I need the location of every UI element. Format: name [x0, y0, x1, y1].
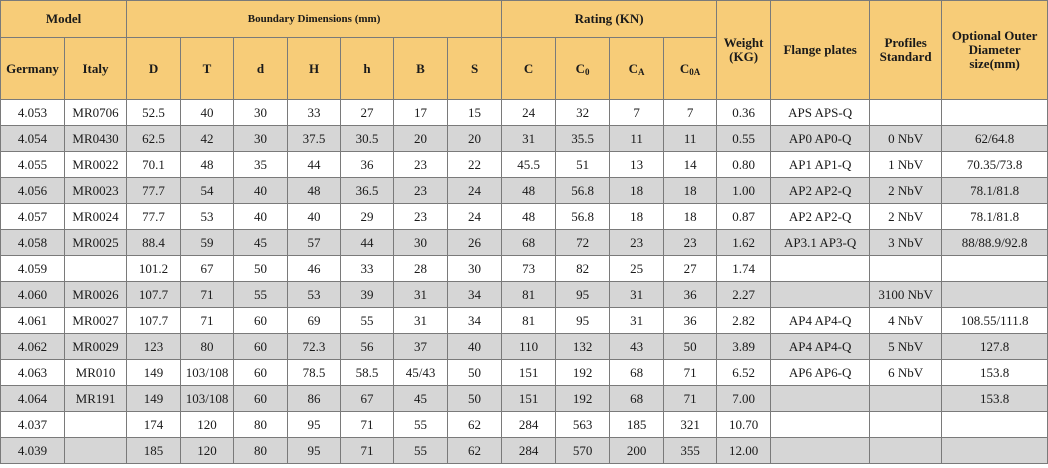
- cell-weight: 12.00: [717, 438, 771, 464]
- cell-optional: [942, 256, 1048, 282]
- cell-germany: 4.064: [1, 386, 65, 412]
- cell-h: 39: [341, 282, 394, 308]
- cell-D: 70.1: [127, 152, 181, 178]
- cell-d: 60: [234, 386, 288, 412]
- col-C-header: C: [502, 38, 556, 100]
- cell-C0: 563: [556, 412, 610, 438]
- cell-S: 24: [448, 178, 502, 204]
- cell-T: 67: [181, 256, 234, 282]
- cell-h: 27: [341, 100, 394, 126]
- cell-h: 29: [341, 204, 394, 230]
- rating-header: Rating (KN): [502, 1, 717, 38]
- cell-germany: 4.059: [1, 256, 65, 282]
- cell-B: 45: [394, 386, 448, 412]
- table-row: [1, 230, 1048, 256]
- cell-S: 15: [448, 100, 502, 126]
- cell-d: 30: [234, 126, 288, 152]
- cell-d: 50: [234, 256, 288, 282]
- cell-d: 30: [234, 100, 288, 126]
- cell-T: 120: [181, 412, 234, 438]
- cell-B: 55: [394, 412, 448, 438]
- subscript: 0A: [689, 66, 701, 77]
- subscript: 0: [585, 66, 590, 77]
- cell-D: 107.7: [127, 308, 181, 334]
- cell-S: 62: [448, 438, 502, 464]
- cell-C0A: 71: [664, 360, 717, 386]
- cell-T: 59: [181, 230, 234, 256]
- cell-B: 30: [394, 230, 448, 256]
- cell-H: 57: [288, 230, 341, 256]
- col-H-header: H: [288, 38, 341, 100]
- cell-C0A: 71: [664, 386, 717, 412]
- cell-D: 77.7: [127, 204, 181, 230]
- cell-weight: 1.00: [717, 178, 771, 204]
- col-C0A-header: $C_{0A}$: [664, 38, 717, 100]
- cell-C0: 95: [556, 282, 610, 308]
- cell-C0A: 27: [664, 256, 717, 282]
- cell-H: 53: [288, 282, 341, 308]
- cell-CA: 25: [610, 256, 664, 282]
- cell-C: 48: [502, 204, 556, 230]
- cell-B: 45/43: [394, 360, 448, 386]
- cell-D: 62.5: [127, 126, 181, 152]
- cell-H: 37.5: [288, 126, 341, 152]
- cell-C0A: 50: [664, 334, 717, 360]
- cell-T: 80: [181, 334, 234, 360]
- cell-D: 123: [127, 334, 181, 360]
- cell-T: 54: [181, 178, 234, 204]
- cell-C: 110: [502, 334, 556, 360]
- cell-H: 95: [288, 412, 341, 438]
- cell-CA: 68: [610, 386, 664, 412]
- cell-C0: 51: [556, 152, 610, 178]
- cell-h: 30.5: [341, 126, 394, 152]
- table-row: [1, 334, 1048, 360]
- cell-D: 88.4: [127, 230, 181, 256]
- cell-C0A: 18: [664, 204, 717, 230]
- cell-weight: 2.27: [717, 282, 771, 308]
- cell-S: 34: [448, 282, 502, 308]
- cell-h: 71: [341, 438, 394, 464]
- cell-optional: 88/88.9/92.8: [942, 230, 1048, 256]
- cell-flange: AP2 AP2-Q: [771, 178, 870, 204]
- cell-C: 151: [502, 360, 556, 386]
- cell-C0A: 18: [664, 178, 717, 204]
- profiles-standard-header: Profiles Standard: [870, 1, 942, 100]
- cell-B: 37: [394, 334, 448, 360]
- cell-CA: 200: [610, 438, 664, 464]
- cell-d: 45: [234, 230, 288, 256]
- cell-h: 55: [341, 308, 394, 334]
- cell-T: 48: [181, 152, 234, 178]
- cell-germany: 4.053: [1, 100, 65, 126]
- cell-C0A: 11: [664, 126, 717, 152]
- cell-C: 151: [502, 386, 556, 412]
- cell-C0A: 14: [664, 152, 717, 178]
- table-row: [1, 204, 1048, 230]
- cell-C0A: 23: [664, 230, 717, 256]
- cell-CA: 43: [610, 334, 664, 360]
- cell-H: 33: [288, 100, 341, 126]
- cell-flange: APS APS-Q: [771, 100, 870, 126]
- cell-optional: [942, 100, 1048, 126]
- cell-germany: 4.058: [1, 230, 65, 256]
- cell-italy: MR0025: [65, 230, 127, 256]
- cell-flange: AP4 AP4-Q: [771, 334, 870, 360]
- cell-flange: AP2 AP2-Q: [771, 204, 870, 230]
- italy-header: Italy: [65, 38, 127, 100]
- cell-S: 26: [448, 230, 502, 256]
- cell-optional: 108.55/111.8: [942, 308, 1048, 334]
- cell-weight: 1.62: [717, 230, 771, 256]
- cell-profiles: 1 NbV: [870, 152, 942, 178]
- cell-weight: 7.00: [717, 386, 771, 412]
- cell-flange: AP1 AP1-Q: [771, 152, 870, 178]
- cell-profiles: [870, 438, 942, 464]
- cell-CA: 185: [610, 412, 664, 438]
- cell-T: 103/108: [181, 386, 234, 412]
- cell-optional: 78.1/81.8: [942, 204, 1048, 230]
- cell-H: 69: [288, 308, 341, 334]
- germany-header: Germany: [1, 38, 65, 100]
- cell-S: 50: [448, 386, 502, 412]
- col-d-header: d: [234, 38, 288, 100]
- cell-italy: MR0023: [65, 178, 127, 204]
- cell-weight: 0.55: [717, 126, 771, 152]
- cell-profiles: 5 NbV: [870, 334, 942, 360]
- cell-h: 36.5: [341, 178, 394, 204]
- cell-CA: 11: [610, 126, 664, 152]
- cell-profiles: [870, 386, 942, 412]
- cell-italy: MR010: [65, 360, 127, 386]
- cell-C: 284: [502, 438, 556, 464]
- cell-d: 60: [234, 334, 288, 360]
- cell-germany: 4.057: [1, 204, 65, 230]
- cell-weight: 1.74: [717, 256, 771, 282]
- cell-flange: AP4 AP4-Q: [771, 308, 870, 334]
- cell-D: 77.7: [127, 178, 181, 204]
- cell-CA: 13: [610, 152, 664, 178]
- cell-C0: 32: [556, 100, 610, 126]
- cell-weight: 2.82: [717, 308, 771, 334]
- cell-flange: AP3.1 AP3-Q: [771, 230, 870, 256]
- cell-CA: 18: [610, 204, 664, 230]
- cell-optional: 78.1/81.8: [942, 178, 1048, 204]
- cell-weight: 6.52: [717, 360, 771, 386]
- cell-germany: 4.055: [1, 152, 65, 178]
- cell-B: 23: [394, 152, 448, 178]
- cell-flange: [771, 412, 870, 438]
- cell-B: 55: [394, 438, 448, 464]
- cell-S: 24: [448, 204, 502, 230]
- cell-h: 44: [341, 230, 394, 256]
- cell-optional: [942, 412, 1048, 438]
- cell-C0: 192: [556, 386, 610, 412]
- cell-B: 20: [394, 126, 448, 152]
- cell-T: 103/108: [181, 360, 234, 386]
- cell-T: 53: [181, 204, 234, 230]
- table-row: [1, 256, 1048, 282]
- cell-D: 149: [127, 360, 181, 386]
- col-S-header: S: [448, 38, 502, 100]
- cell-flange: [771, 256, 870, 282]
- cell-C: 73: [502, 256, 556, 282]
- cell-d: 60: [234, 308, 288, 334]
- cell-D: 185: [127, 438, 181, 464]
- cell-italy: MR0022: [65, 152, 127, 178]
- cell-profiles: [870, 100, 942, 126]
- cell-CA: 7: [610, 100, 664, 126]
- col-B-header: B: [394, 38, 448, 100]
- cell-C0: 82: [556, 256, 610, 282]
- table-body: [1, 100, 1048, 464]
- cell-d: 40: [234, 178, 288, 204]
- cell-d: 35: [234, 152, 288, 178]
- cell-T: 40: [181, 100, 234, 126]
- cell-D: 149: [127, 386, 181, 412]
- cell-B: 31: [394, 308, 448, 334]
- cell-S: 50: [448, 360, 502, 386]
- weight-header: Weight (KG): [717, 1, 771, 100]
- cell-CA: 31: [610, 282, 664, 308]
- cell-germany: 4.062: [1, 334, 65, 360]
- cell-profiles: 2 NbV: [870, 204, 942, 230]
- cell-flange: AP6 AP6-Q: [771, 360, 870, 386]
- cell-d: 80: [234, 438, 288, 464]
- table-row: [1, 100, 1048, 126]
- cell-germany: 4.056: [1, 178, 65, 204]
- cell-H: 40: [288, 204, 341, 230]
- cell-CA: 68: [610, 360, 664, 386]
- cell-S: 34: [448, 308, 502, 334]
- cell-germany: 4.063: [1, 360, 65, 386]
- cell-germany: 4.060: [1, 282, 65, 308]
- cell-d: 40: [234, 204, 288, 230]
- cell-flange: [771, 386, 870, 412]
- cell-italy: [65, 412, 127, 438]
- cell-optional: 153.8: [942, 360, 1048, 386]
- cell-italy: MR0026: [65, 282, 127, 308]
- cell-italy: MR0029: [65, 334, 127, 360]
- cell-T: 71: [181, 308, 234, 334]
- cell-h: 56: [341, 334, 394, 360]
- cell-h: 33: [341, 256, 394, 282]
- cell-H: 78.5: [288, 360, 341, 386]
- cell-C: 68: [502, 230, 556, 256]
- cell-italy: MR0024: [65, 204, 127, 230]
- table-row: [1, 438, 1048, 464]
- table-row: [1, 152, 1048, 178]
- model-header: Model: [1, 1, 127, 38]
- cell-profiles: 2 NbV: [870, 178, 942, 204]
- cell-H: 44: [288, 152, 341, 178]
- cell-flange: [771, 282, 870, 308]
- cell-CA: 31: [610, 308, 664, 334]
- cell-H: 72.3: [288, 334, 341, 360]
- cell-H: 86: [288, 386, 341, 412]
- cell-C0A: 7: [664, 100, 717, 126]
- table-row: [1, 412, 1048, 438]
- cell-italy: [65, 256, 127, 282]
- cell-optional: 127.8: [942, 334, 1048, 360]
- cell-weight: 0.36: [717, 100, 771, 126]
- cell-italy: MR0706: [65, 100, 127, 126]
- cell-profiles: 0 NbV: [870, 126, 942, 152]
- cell-d: 80: [234, 412, 288, 438]
- cell-C: 81: [502, 308, 556, 334]
- cell-B: 17: [394, 100, 448, 126]
- cell-germany: 4.054: [1, 126, 65, 152]
- cell-C: 48: [502, 178, 556, 204]
- cell-C0A: 36: [664, 282, 717, 308]
- cell-italy: MR191: [65, 386, 127, 412]
- cell-B: 31: [394, 282, 448, 308]
- cell-CA: 18: [610, 178, 664, 204]
- cell-C: 24: [502, 100, 556, 126]
- cell-D: 101.2: [127, 256, 181, 282]
- cell-profiles: 6 NbV: [870, 360, 942, 386]
- cell-flange: AP0 AP0-Q: [771, 126, 870, 152]
- cell-C0: 56.8: [556, 178, 610, 204]
- boundary-dimensions-header: Boundary Dimensions (mm): [127, 1, 502, 38]
- cell-C: 81: [502, 282, 556, 308]
- cell-weight: 0.80: [717, 152, 771, 178]
- cell-h: 67: [341, 386, 394, 412]
- cell-C: 45.5: [502, 152, 556, 178]
- cell-T: 71: [181, 282, 234, 308]
- cell-italy: [65, 438, 127, 464]
- cell-T: 42: [181, 126, 234, 152]
- cell-flange: [771, 438, 870, 464]
- cell-S: 30: [448, 256, 502, 282]
- cell-B: 28: [394, 256, 448, 282]
- cell-optional: [942, 438, 1048, 464]
- table-row: [1, 360, 1048, 386]
- cell-C0: 132: [556, 334, 610, 360]
- cell-optional: 62/64.8: [942, 126, 1048, 152]
- cell-germany: 4.061: [1, 308, 65, 334]
- cell-S: 40: [448, 334, 502, 360]
- cell-C0: 35.5: [556, 126, 610, 152]
- cell-profiles: [870, 412, 942, 438]
- cell-H: 46: [288, 256, 341, 282]
- col-D-header: D: [127, 38, 181, 100]
- table-header: [1, 1, 1048, 100]
- cell-C0: 192: [556, 360, 610, 386]
- cell-C0A: 321: [664, 412, 717, 438]
- cell-C: 284: [502, 412, 556, 438]
- flange-plates-header: Flange plates: [771, 1, 870, 100]
- table-row: [1, 308, 1048, 334]
- cell-h: 58.5: [341, 360, 394, 386]
- header-row-groups: [1, 1, 1048, 38]
- cell-C0A: 36: [664, 308, 717, 334]
- cell-B: 23: [394, 204, 448, 230]
- cell-S: 62: [448, 412, 502, 438]
- cell-italy: MR0027: [65, 308, 127, 334]
- cell-h: 36: [341, 152, 394, 178]
- cell-H: 48: [288, 178, 341, 204]
- cell-D: 52.5: [127, 100, 181, 126]
- cell-S: 20: [448, 126, 502, 152]
- cell-B: 23: [394, 178, 448, 204]
- cell-optional: 70.35/73.8: [942, 152, 1048, 178]
- col-CA-header: $C_A$: [610, 38, 664, 100]
- cell-C0: 570: [556, 438, 610, 464]
- cell-C: 31: [502, 126, 556, 152]
- table-row: [1, 126, 1048, 152]
- col-h-header: h: [341, 38, 394, 100]
- cell-optional: [942, 282, 1048, 308]
- cell-S: 22: [448, 152, 502, 178]
- optional-outer-diameter-header: Optional Outer Diameter size(mm): [942, 1, 1048, 100]
- cell-profiles: 3 NbV: [870, 230, 942, 256]
- cell-C0: 56.8: [556, 204, 610, 230]
- table-row: [1, 386, 1048, 412]
- cell-weight: 10.70: [717, 412, 771, 438]
- table-row: [1, 178, 1048, 204]
- cell-profiles: 4 NbV: [870, 308, 942, 334]
- cell-h: 71: [341, 412, 394, 438]
- cell-T: 120: [181, 438, 234, 464]
- cell-C0: 95: [556, 308, 610, 334]
- col-T-header: T: [181, 38, 234, 100]
- cell-H: 95: [288, 438, 341, 464]
- cell-profiles: [870, 256, 942, 282]
- cell-germany: 4.037: [1, 412, 65, 438]
- cell-C0: 72: [556, 230, 610, 256]
- table-row: [1, 282, 1048, 308]
- subscript: A: [638, 66, 645, 77]
- cell-germany: 4.039: [1, 438, 65, 464]
- cell-optional: 153.8: [942, 386, 1048, 412]
- cell-profiles: 3100 NbV: [870, 282, 942, 308]
- cell-italy: MR0430: [65, 126, 127, 152]
- cell-D: 107.7: [127, 282, 181, 308]
- cell-C0A: 355: [664, 438, 717, 464]
- cell-CA: 23: [610, 230, 664, 256]
- cell-D: 174: [127, 412, 181, 438]
- col-C0-header: $C_0$: [556, 38, 610, 100]
- cell-weight: 3.89: [717, 334, 771, 360]
- cell-d: 55: [234, 282, 288, 308]
- cell-weight: 0.87: [717, 204, 771, 230]
- cell-d: 60: [234, 360, 288, 386]
